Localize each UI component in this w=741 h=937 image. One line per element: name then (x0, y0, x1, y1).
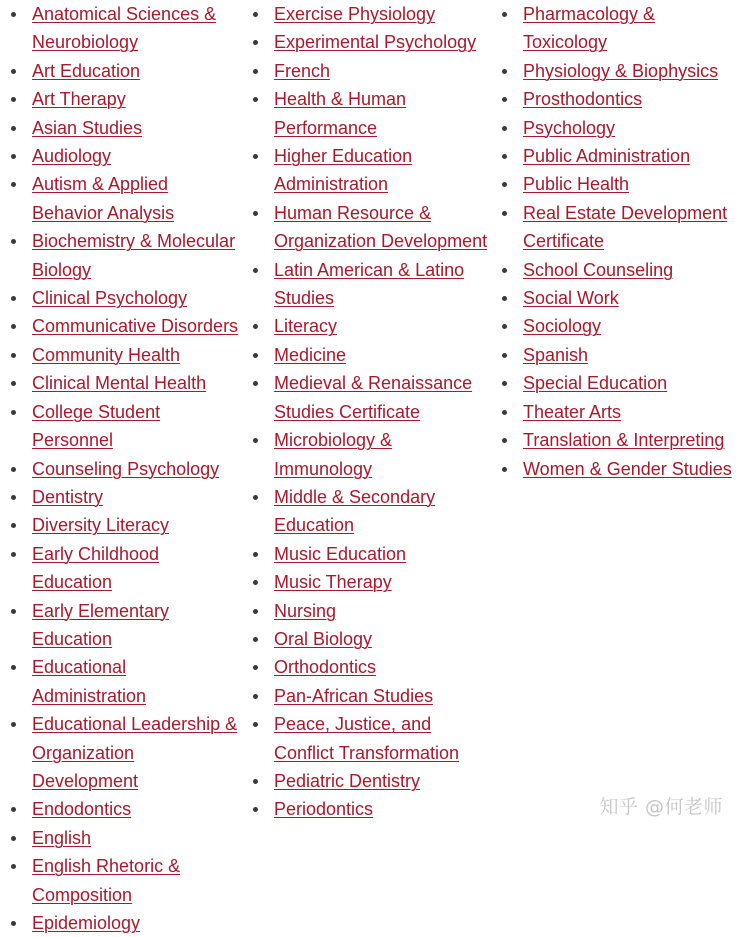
bullet-icon (253, 40, 258, 45)
bullet-icon (11, 324, 16, 329)
program-link[interactable]: Public Administration (523, 146, 691, 167)
bullet-icon (502, 12, 507, 17)
bullet-icon (502, 324, 507, 329)
program-list-item (491, 57, 741, 85)
program-list-item (0, 540, 242, 597)
program-link[interactable]: Early Childhood Education (32, 543, 160, 593)
program-link[interactable]: Human Resource & Organization Development (274, 202, 488, 252)
program-list-item (0, 710, 242, 795)
program-link[interactable]: Audiology (32, 146, 112, 167)
bullet-icon (253, 12, 258, 17)
program-list-item (491, 426, 741, 454)
program-link[interactable]: Endodontics (32, 799, 132, 820)
zhihu-watermark: 知乎 @何老师 (599, 796, 723, 818)
program-list-item (242, 597, 492, 625)
program-link[interactable]: English (32, 827, 92, 848)
program-link[interactable]: Music Education (274, 543, 407, 564)
bullet-icon (253, 580, 258, 585)
program-list-item (491, 114, 741, 142)
program-list-item (242, 28, 492, 56)
program-list-item (242, 312, 492, 340)
program-list-item (0, 284, 242, 312)
program-link[interactable]: Community Health (32, 344, 181, 365)
program-list-item (491, 398, 741, 426)
bullet-icon (502, 126, 507, 131)
program-list-item (242, 0, 492, 28)
program-link[interactable]: Middle & Secondary Education (274, 486, 436, 536)
bullet-icon (11, 69, 16, 74)
program-link[interactable]: Art Education (32, 60, 141, 81)
bullet-icon (253, 324, 258, 329)
bullet-icon (253, 807, 258, 812)
program-list-item (242, 142, 492, 199)
program-link[interactable]: Theater Arts (523, 401, 622, 422)
bullet-icon (502, 467, 507, 472)
bullet-icon (11, 154, 16, 159)
program-list-item (242, 795, 492, 823)
program-list-item (491, 455, 741, 483)
bullet-icon (502, 154, 507, 159)
bullet-icon (11, 126, 16, 131)
program-link[interactable]: Literacy (274, 316, 338, 337)
program-list-item (0, 114, 242, 142)
bullet-icon (11, 182, 16, 187)
bullet-icon (253, 722, 258, 727)
program-link[interactable]: Music Therapy (274, 572, 392, 593)
bullet-icon (11, 97, 16, 102)
bullet-icon (11, 921, 16, 926)
program-list-item (0, 653, 242, 710)
program-list-item (0, 852, 242, 909)
program-link[interactable]: Diversity Literacy (32, 515, 170, 536)
program-link[interactable]: English Rhetoric & Composition (32, 856, 181, 905)
program-link[interactable]: Pharmacology & Toxicology (523, 4, 656, 53)
program-list-item (0, 142, 242, 170)
program-list-item (0, 597, 242, 654)
program-list-item (491, 142, 741, 170)
program-link[interactable]: Psychology (523, 117, 616, 138)
program-list-item (0, 312, 242, 340)
program-list-item (242, 256, 492, 313)
bullet-icon (502, 381, 507, 386)
program-link[interactable]: Periodontics (274, 799, 374, 820)
program-link[interactable]: Oral Biology (274, 628, 373, 649)
bullet-icon (11, 467, 16, 472)
program-link[interactable]: Medieval & Renaissance Studies Certificate (274, 373, 473, 422)
program-list-item (491, 170, 741, 198)
program-list-item (0, 824, 242, 852)
program-link[interactable]: Peace, Justice, and Conflict Transformation (274, 714, 460, 763)
program-link[interactable]: Biochemistry & Molecular Biology (32, 231, 236, 280)
program-link[interactable]: Public Health (523, 174, 630, 195)
bullet-icon (502, 438, 507, 443)
program-link[interactable]: Social Work (523, 288, 619, 309)
program-link[interactable]: Sociology (523, 316, 602, 337)
bullet-icon (253, 97, 258, 102)
bullet-icon (11, 836, 16, 841)
bullet-icon (11, 609, 16, 614)
program-list-item (0, 341, 242, 369)
program-list-item (491, 199, 741, 256)
program-list-item (0, 0, 242, 57)
program-list-item (491, 369, 741, 397)
program-link[interactable]: Epidemiology (32, 913, 141, 933)
program-link[interactable]: Educational Leadership & Organization Development (32, 714, 238, 791)
bullet-icon (11, 353, 16, 358)
program-link[interactable]: School Counseling (523, 259, 674, 280)
program-list-item (0, 795, 242, 823)
program-list-item (0, 511, 242, 539)
program-link[interactable]: Latin American & Latino Studies (274, 259, 465, 309)
bullet-icon (253, 637, 258, 642)
bullet-icon (11, 864, 16, 869)
program-link[interactable]: Exercise Physiology (274, 4, 436, 24)
program-list-item (242, 540, 492, 568)
bullet-icon (253, 665, 258, 670)
bullet-icon (253, 353, 258, 358)
program-link[interactable]: Special Education (523, 373, 668, 394)
program-list-item (0, 57, 242, 85)
bullet-icon (11, 722, 16, 727)
bullet-icon (502, 296, 507, 301)
bullet-icon (11, 239, 16, 244)
program-link[interactable]: Autism & Applied Behavior Analysis (32, 174, 175, 223)
bullet-icon (253, 609, 258, 614)
program-link[interactable]: Experimental Psychology (274, 32, 477, 53)
program-link[interactable]: Orthodontics (274, 657, 377, 678)
program-list-item (242, 653, 492, 681)
program-link[interactable]: Counseling Psychology (32, 458, 220, 479)
program-link[interactable]: Health & Human Performance (274, 89, 407, 138)
program-link[interactable]: College Student Personnel (32, 401, 161, 451)
bullet-icon (11, 665, 16, 670)
program-list-item (242, 199, 492, 256)
program-link[interactable]: Women & Gender Studies (523, 458, 732, 479)
bullet-icon (502, 410, 507, 415)
bullet-icon (502, 353, 507, 358)
program-link[interactable]: Clinical Mental Health (32, 373, 207, 394)
program-link[interactable]: Clinical Psychology (32, 288, 188, 309)
program-list-item (242, 682, 492, 710)
bullet-icon (11, 495, 16, 500)
program-list-column-3 (491, 0, 741, 483)
program-list-item (242, 369, 492, 426)
bullet-icon (11, 552, 16, 557)
program-list-item (491, 341, 741, 369)
program-list-item (491, 0, 741, 57)
program-list-item (0, 369, 242, 397)
program-link[interactable]: Translation & Interpreting (523, 430, 725, 451)
bullet-icon (253, 438, 258, 443)
bullet-icon (11, 381, 16, 386)
program-list-item (0, 170, 242, 227)
program-link[interactable]: Anatomical Sciences & Neurobiology (32, 4, 217, 53)
bullet-icon (253, 495, 258, 500)
program-link[interactable]: Dentistry (32, 486, 104, 507)
program-list-item (0, 85, 242, 113)
bullet-icon (11, 807, 16, 812)
bullet-icon (502, 97, 507, 102)
program-link[interactable]: Medicine (274, 344, 347, 365)
bullet-icon (502, 182, 507, 187)
program-link[interactable]: Spanish (523, 344, 589, 365)
program-link[interactable]: Real Estate Development Certificate (523, 202, 728, 252)
program-list-item (491, 256, 741, 284)
program-list-item (0, 227, 242, 284)
program-link[interactable]: Early Elementary Education (32, 600, 170, 649)
program-link[interactable]: Prosthodontics (523, 89, 643, 110)
bullet-icon (11, 296, 16, 301)
bullet-icon (253, 268, 258, 273)
program-list-item (0, 483, 242, 511)
bullet-icon (11, 12, 16, 17)
bullet-icon (253, 552, 258, 557)
bullet-icon (502, 211, 507, 216)
program-link[interactable]: Physiology & Biophysics (523, 60, 719, 81)
program-list-item (491, 284, 741, 312)
program-list-item (491, 85, 741, 113)
program-link[interactable]: Pediatric Dentistry (274, 770, 421, 791)
bullet-icon (253, 211, 258, 216)
program-link[interactable]: Pan-African Studies (274, 685, 434, 706)
program-list-item (242, 625, 492, 653)
program-link[interactable]: Higher Education Administration (274, 146, 413, 195)
program-list-column-2 (242, 0, 492, 824)
program-list-item (242, 710, 492, 767)
bullet-icon (253, 154, 258, 159)
bullet-icon (502, 268, 507, 273)
program-list-column-1 (0, 0, 242, 937)
program-list-item (491, 312, 741, 340)
program-list-item (242, 341, 492, 369)
program-list-item (242, 568, 492, 596)
program-link[interactable]: Communicative Disorders (32, 316, 239, 337)
bullet-icon (253, 779, 258, 784)
bullet-icon (253, 694, 258, 699)
program-link[interactable]: Art Therapy (32, 89, 126, 110)
program-link[interactable]: Asian Studies (32, 117, 143, 138)
bullet-icon (253, 381, 258, 386)
program-list-item (242, 426, 492, 483)
bullet-icon (502, 69, 507, 74)
program-list-item (242, 767, 492, 795)
program-link[interactable]: Educational Administration (32, 657, 147, 706)
program-list-item (242, 85, 492, 142)
program-link[interactable]: Microbiology & Immunology (274, 430, 393, 479)
bullet-icon (11, 523, 16, 528)
bullet-icon (11, 410, 16, 415)
program-list-item (242, 57, 492, 85)
program-list-item (0, 909, 242, 937)
bullet-icon (253, 69, 258, 74)
program-list-item (0, 455, 242, 483)
program-link[interactable]: French (274, 60, 331, 81)
program-link[interactable]: Nursing (274, 600, 337, 621)
program-list-item (242, 483, 492, 540)
program-list-item (0, 398, 242, 455)
